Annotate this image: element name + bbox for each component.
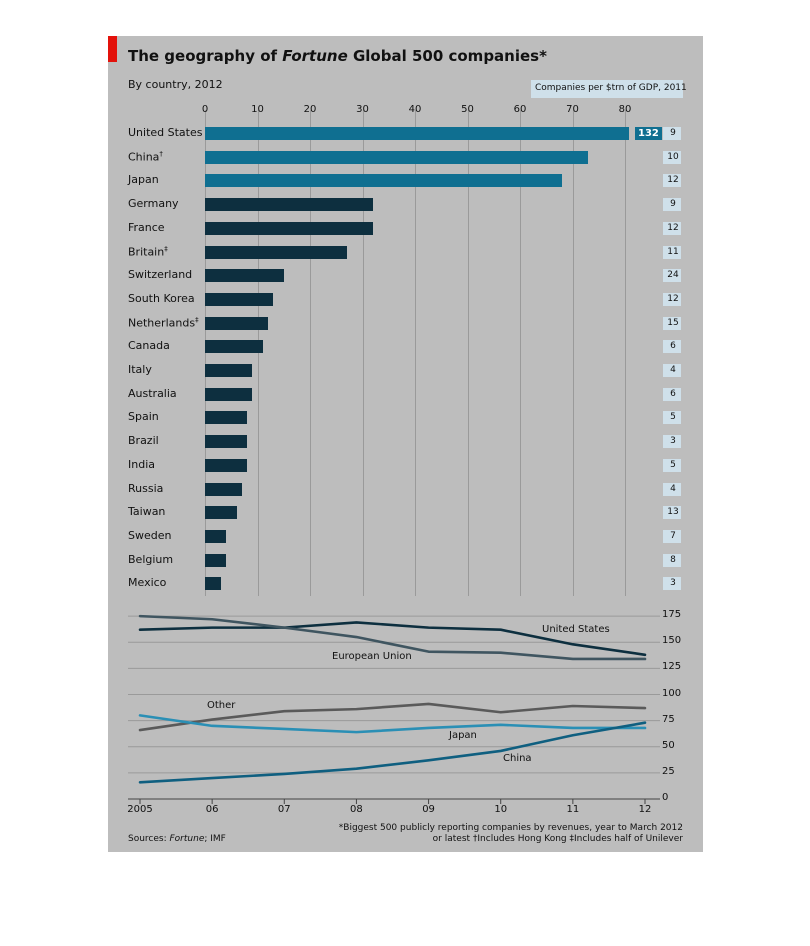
- x-tick-label: 06: [205, 804, 219, 815]
- gdp-value: 3: [670, 578, 676, 589]
- x-tick-label: 11: [566, 804, 580, 815]
- chart-subtitle: By country, 2012: [128, 78, 223, 91]
- y-tick-label: 100: [662, 687, 682, 699]
- country-label: India: [128, 457, 155, 471]
- x-tick-label: 08: [350, 804, 363, 815]
- brand-accent-bar: [108, 36, 117, 62]
- gdp-value: 3: [670, 436, 676, 447]
- country-label: United States: [128, 126, 203, 139]
- gdp-value: 12: [667, 222, 679, 233]
- bar: [205, 198, 373, 211]
- side-column-header: Companies per $trn of GDP, 2011: [535, 83, 687, 93]
- country-label: France: [128, 220, 165, 234]
- bar: [205, 577, 221, 590]
- bar: [205, 269, 284, 282]
- y-tick-label: 25: [662, 765, 675, 777]
- x-tick-label: 80: [618, 104, 632, 115]
- bar: [205, 506, 237, 519]
- gdp-value: 6: [670, 388, 676, 399]
- bar: [205, 411, 247, 424]
- bar: [205, 174, 562, 187]
- x-tick-label: 40: [408, 104, 422, 115]
- country-label: Britain‡: [128, 244, 168, 259]
- footnote-2: or latest †Includes Hong Kong ‡Includes half of Unilever: [432, 834, 683, 844]
- x-tick-label: 50: [461, 104, 474, 115]
- gdp-value: 5: [670, 459, 676, 470]
- bar: [205, 151, 588, 164]
- gdp-value: 5: [670, 412, 676, 423]
- gridline: [573, 110, 574, 596]
- bar: [205, 459, 247, 472]
- bar: [205, 222, 373, 235]
- y-tick-label: 125: [662, 661, 682, 673]
- y-tick-label: 50: [662, 739, 675, 751]
- x-tick-label: 10: [251, 104, 264, 115]
- country-label: Russia: [128, 481, 164, 495]
- gdp-value: 11: [667, 246, 679, 257]
- country-label: China†: [128, 149, 163, 164]
- country-label: Canada: [128, 339, 170, 353]
- x-tick-label: 07: [277, 804, 291, 815]
- bar: [205, 435, 247, 448]
- gdp-value: 9: [670, 199, 676, 210]
- gdp-value: 7: [670, 530, 676, 541]
- gridline: [625, 110, 626, 596]
- x-tick-label: 10: [494, 804, 508, 815]
- series-label: Japan: [449, 730, 477, 741]
- gdp-value: 13: [667, 507, 679, 518]
- gdp-value: 9: [670, 128, 676, 138]
- bar: [205, 364, 252, 377]
- x-tick-label: 0: [201, 104, 209, 115]
- gdp-value: 8: [670, 554, 676, 565]
- country-label: Brazil: [128, 434, 159, 448]
- sources-note: Sources: Fortune; IMF: [128, 834, 226, 844]
- bar: [205, 388, 252, 401]
- overflow-value-label: 132: [635, 127, 662, 140]
- x-tick-label: 09: [422, 804, 435, 815]
- y-tick-label: 0: [662, 792, 669, 803]
- bar: [205, 483, 242, 496]
- series-label: Other: [207, 700, 236, 711]
- gdp-value: 6: [670, 341, 676, 352]
- bar: [205, 317, 268, 330]
- series-label: United States: [542, 624, 610, 635]
- gdp-value: 12: [667, 175, 679, 186]
- bar: [205, 293, 273, 306]
- gdp-value: 24: [667, 270, 679, 281]
- country-label: Netherlands‡: [128, 315, 199, 330]
- bar: [205, 554, 226, 567]
- gdp-value: 4: [670, 483, 676, 494]
- country-label: Mexico: [128, 576, 167, 590]
- series-label: China: [503, 753, 532, 764]
- bar: [205, 530, 226, 543]
- country-label: South Korea: [128, 291, 195, 305]
- y-tick-label: 175: [662, 609, 682, 621]
- country-label: Belgium: [128, 552, 174, 566]
- country-label: Sweden: [128, 528, 172, 542]
- chart-title: The geography of Fortune Global 500 companies*: [128, 47, 547, 65]
- country-label: Germany: [128, 197, 179, 211]
- series-label: European Union: [332, 651, 412, 662]
- country-label: Switzerland: [128, 268, 193, 282]
- gdp-value: 10: [667, 151, 679, 162]
- gdp-value: 12: [667, 293, 679, 304]
- x-tick-label: 2005: [127, 804, 153, 815]
- y-tick-label: 150: [662, 635, 682, 647]
- country-label: Australia: [128, 386, 177, 400]
- x-tick-label: 20: [303, 104, 317, 115]
- x-tick-label: 70: [566, 104, 579, 115]
- footnote-1: *Biggest 500 publicly reporting companies by revenues, year to March 2012: [338, 823, 683, 833]
- bar: [205, 246, 347, 259]
- bar: [205, 127, 632, 140]
- country-label: Spain: [128, 410, 159, 424]
- country-label: Taiwan: [128, 505, 166, 519]
- country-label: Japan: [128, 173, 159, 187]
- gdp-value: 15: [667, 317, 679, 328]
- x-tick-label: 30: [356, 104, 369, 115]
- country-label: Italy: [128, 363, 152, 376]
- x-tick-label: 60: [513, 104, 527, 115]
- y-tick-label: 75: [662, 713, 675, 725]
- x-tick-label: 12: [638, 804, 652, 815]
- gdp-value: 4: [670, 365, 676, 375]
- bar: [205, 340, 263, 353]
